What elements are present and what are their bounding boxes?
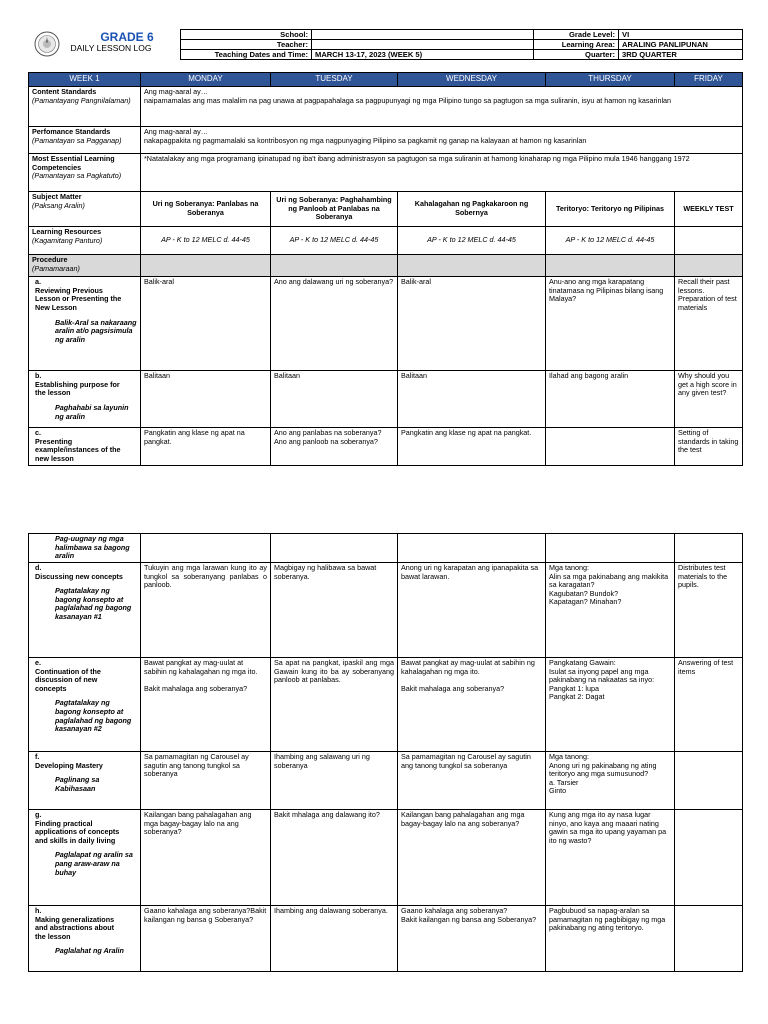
col-monday: MONDAY	[141, 73, 271, 87]
content-standards-label	[29, 87, 141, 127]
cell-tuesday: Magbigay ng halibawa sa bawat soberanya.	[271, 562, 398, 657]
subject-tuesday: Uri ng Soberanya: Paghahambing ng Panloob at Panlabas na Soberanya	[271, 192, 398, 227]
step-label	[29, 657, 141, 751]
section-subtitle: (Pamantayan sa Pagganap)	[32, 135, 122, 145]
table-row	[29, 657, 743, 751]
table-row	[29, 562, 743, 657]
cell-friday: Setting of standards in taking the test	[675, 428, 743, 466]
resources-monday: AP - K to 12 MELC d. 44-45	[141, 227, 271, 255]
step-label	[29, 751, 141, 809]
section-subtitle: (Pamantayan sa Pagkatuto)	[32, 171, 122, 181]
cell-wednesday: Kailangan bang pahalagahan ang mga bagay-bagay lalo na ang soberanya?	[398, 809, 546, 905]
cell-friday	[675, 534, 743, 563]
col-friday: FRIDAY	[675, 73, 743, 87]
competencies-text: *Natatalakay ang mga programang ipinatupad ng iba't ibang administrasyon sa pagtugon sa mga suliranin at hamong kinaharap ng mga Pilipino mula 1946 hanggang 1972	[141, 154, 743, 192]
subject-friday: WEEKLY TEST	[675, 192, 743, 227]
resources-thursday: AP - K to 12 MELC d. 44-45	[546, 227, 675, 255]
content-standards-text: Ang mag-aaral ay… naipamamalas ang mas malalim na pag unawa at pagpapahalaga sa pagpupunyagi ng mga Pilipino tungo sa pagtugon sa mga suliranin, isyu at hamon ng kasarinlan	[141, 87, 743, 127]
cell-friday: Why should you get a high score in any given test?	[675, 371, 743, 428]
section-title: Subject Matter	[32, 192, 82, 201]
cell-thursday: Ilahad ang bagong aralin	[546, 371, 675, 428]
learning-area-value: ARALING PANLIPUNAN	[619, 40, 743, 50]
cell-friday: Answering of test items	[675, 657, 743, 751]
step-subtitle: Pagtatalakay ng bagong konsepto at paglalahad ng bagong kasanayan #1	[55, 586, 132, 622]
cell-thursday	[546, 534, 675, 563]
dates-value: MARCH 13-17, 2023 (WEEK 5)	[312, 50, 534, 60]
section-title: Procedure	[32, 255, 68, 264]
quarter-label: Quarter:	[534, 50, 619, 60]
section-title: Perfomance Standards	[32, 127, 111, 136]
step-title: Finding practical applications of concepts and skills in daily living	[35, 818, 120, 845]
resources-wednesday: AP - K to 12 MELC d. 44-45	[398, 227, 546, 255]
quarter-value: 3RD QUARTER	[619, 50, 743, 60]
cell-wednesday: Balitaan	[398, 371, 546, 428]
step-label	[29, 534, 141, 563]
cell-monday: Balik-aral	[141, 277, 271, 371]
step-number: e.	[35, 657, 41, 667]
cell-friday: Recall their past lessons. Preparation of test materials	[675, 277, 743, 371]
step-subtitle: Paglalahat ng Aralin	[55, 946, 124, 956]
cell-tuesday	[271, 534, 398, 563]
school-value	[312, 30, 534, 40]
grade-level-value: VI	[619, 30, 743, 40]
header-info-table	[180, 29, 743, 60]
cell-monday: Tukuyin ang mga larawan kung ito ay tungkol sa soberanyang panlabas o panloob.	[141, 562, 271, 657]
procedure-cell	[398, 255, 546, 277]
step-title: Developing Mastery	[35, 760, 103, 770]
cell-friday	[675, 905, 743, 971]
step-number: c.	[35, 428, 41, 437]
performance-standards-label	[29, 127, 141, 154]
step-label	[29, 277, 141, 371]
cell-tuesday: Sa apat na pangkat, ipaskil ang mga Gawain kung ito ba ay soberanyang panloob at panlabas.	[271, 657, 398, 751]
step-title: Continuation of the discussion of new concepts	[35, 666, 101, 693]
step-subtitle: Paghahabi sa layunin ng aralin	[55, 402, 129, 421]
cell-friday: Distributes test materials to the pupils.	[675, 562, 743, 657]
step-title: Reviewing Previous Lesson or Presenting the New Lesson	[35, 285, 122, 312]
table-row	[29, 809, 743, 905]
cell-thursday: Anu-ano ang mga karapatang tinatamasa ng Pilipinas bilang isang Malaya?	[546, 277, 675, 371]
learning-area-label: Learning Area:	[534, 40, 619, 50]
step-subtitle: Pag-uugnay ng mga halimbawa sa bagong aralin	[55, 534, 130, 561]
cell-tuesday: Ano ang dalawang uri ng soberanya?	[271, 277, 398, 371]
cell-friday	[675, 751, 743, 809]
resources-label	[29, 227, 141, 255]
step-label	[29, 371, 141, 428]
cell-monday: Bawat pangkat ay mag-uulat at sabihin ng kahalagahan ng mga ito. Bakit mahalaga ang soberanya?	[141, 657, 271, 751]
step-number: f.	[35, 751, 40, 761]
teacher-label: Teacher:	[181, 40, 312, 50]
dates-label: Teaching Dates and Time:	[181, 50, 312, 60]
step-number: a.	[35, 277, 41, 286]
step-subtitle: Paglalapat ng aralin sa pang araw-araw na buhay	[55, 850, 133, 877]
step-number: b.	[35, 371, 42, 380]
subject-matter-label	[29, 192, 141, 227]
cell-thursday: Kung ang mga ito ay nasa lugar ninyo, ano kaya ang maaari nating gawin sa mga ito upang yayaman pa ito ng wasto?	[546, 809, 675, 905]
cell-thursday: Pagbubuod sa napag-aralan sa pamamagitan ng pagbibigay ng mga pakinabang ng ating teritoryo.	[546, 905, 675, 971]
cell-wednesday: Balik-aral	[398, 277, 546, 371]
cell-monday: Pangkatin ang klase ng apat na pangkat.	[141, 428, 271, 466]
procedure-cell	[141, 255, 271, 277]
cell-wednesday	[398, 534, 546, 563]
section-subtitle: (Pamamaraan)	[32, 263, 80, 273]
step-title: Discussing new concepts	[35, 571, 123, 581]
cell-tuesday: Ano ang panlabas na soberanya? Ano ang panloob na soberanya?	[271, 428, 398, 466]
section-subtitle: (Pamantayang Pangnilalaman)	[32, 95, 131, 105]
section-subtitle: (Kagamitang Panturo)	[32, 235, 103, 245]
cell-tuesday: Bakit mhalaga ang dalawang ito?	[271, 809, 398, 905]
col-thursday: THURSDAY	[546, 73, 675, 87]
cell-tuesday: Balitaan	[271, 371, 398, 428]
step-number: g.	[35, 809, 42, 819]
resources-friday	[675, 227, 743, 255]
col-tuesday: TUESDAY	[271, 73, 398, 87]
grade-level-label: Grade Level:	[534, 30, 619, 40]
step-label	[29, 562, 141, 657]
cell-monday: Gaano kahalaga ang soberanya?Bakit kailangan ng bansa g Soberanya?	[141, 905, 271, 971]
teacher-value	[312, 40, 534, 50]
dll-title: DAILY LESSON LOG	[70, 43, 152, 53]
step-number: h.	[35, 905, 42, 915]
table-row	[29, 371, 743, 428]
table-row	[29, 428, 743, 466]
col-wednesday: WEDNESDAY	[398, 73, 546, 87]
cell-monday	[141, 534, 271, 563]
cell-thursday: Mga tanong: Anong uri ng pakinabang ng ating teritoryo ang mga sumusunod? a. Tarsier Ginto	[546, 751, 675, 809]
cell-wednesday: Sa pamamagitan ng Carousel ay sagutin ang tanong tungkol sa soberanya	[398, 751, 546, 809]
col-week: WEEK 1	[29, 73, 141, 87]
cell-monday: Kailangan bang pahalagahan ang mga bagay-bagay lalo na ang soberanya?	[141, 809, 271, 905]
step-number: d.	[35, 562, 42, 572]
cell-tuesday: Ihambing ang dalawang soberanya.	[271, 905, 398, 971]
section-title: Content Standards	[32, 87, 97, 96]
grade-title: GRADE 6	[100, 30, 154, 44]
step-subtitle: Pagtatalakay ng bagong konsepto at paglalahad ng bagong kasanayan #2	[55, 698, 132, 734]
resources-tuesday: AP - K to 12 MELC d. 44-45	[271, 227, 398, 255]
procedure-cell	[271, 255, 398, 277]
procedure-label	[29, 255, 141, 277]
cell-wednesday: Pangkatin ang klase ng apat na pangkat.	[398, 428, 546, 466]
table-row	[29, 905, 743, 971]
cell-wednesday: Gaano kahalaga ang soberanya? Bakit kailangan ng bansa ang Soberanya?	[398, 905, 546, 971]
section-title: Most Essential Learning Competencies	[32, 154, 115, 172]
step-subtitle: Balik-Aral sa nakaraang aralin at/o pagsisimula ng aralin	[55, 317, 137, 344]
school-label: School:	[181, 30, 312, 40]
step-title: Establishing purpose for the lesson	[35, 379, 120, 398]
lesson-table-page2	[28, 533, 743, 972]
procedure-cell	[546, 255, 675, 277]
cell-wednesday: Anong uri ng karapatan ang ipanapakita sa bawat larawan.	[398, 562, 546, 657]
step-label	[29, 905, 141, 971]
cell-monday: Sa pamamagitan ng Carousel ay sagutin ang tanong tungkol sa soberanya	[141, 751, 271, 809]
subject-thursday: Teritoryo: Teritoryo ng Pilipinas	[546, 192, 675, 227]
table-row	[29, 277, 743, 371]
cell-monday: Balitaan	[141, 371, 271, 428]
table-row	[29, 534, 743, 563]
cell-thursday: Mga tanong: Alin sa mga pakinabang ang makikita sa karagatan? Kagubatan? Bundok? Kapatagan? Minahan?	[546, 562, 675, 657]
cell-friday	[675, 809, 743, 905]
lesson-table-page1	[28, 72, 743, 466]
step-subtitle: Paglinang sa Kabihasaan	[55, 775, 100, 793]
table-row	[29, 751, 743, 809]
cell-tuesday: Ihambing ang salawang uri ng soberanya	[271, 751, 398, 809]
step-label	[29, 809, 141, 905]
cell-wednesday: Bawat pangkat ay mag-uulat at sabihin ng kahalagahan ng mga ito. Bakit mahalaga ang soberanya?	[398, 657, 546, 751]
section-subtitle: (Paksang Aralin)	[32, 200, 85, 210]
cell-thursday	[546, 428, 675, 466]
competencies-label	[29, 154, 141, 192]
step-label	[29, 428, 141, 466]
subject-monday: Uri ng Soberanya: Panlabas na Soberanya	[141, 192, 271, 227]
step-title: Presenting example/instances of the new lesson	[35, 436, 121, 463]
performance-standards-text: Ang mag-aaral ay… nakapagpakita ng pagmamalaki sa kontribosyon ng mga nagpunyaging Pilipino sa pagkamit ng ganap na kalayaan at hamon ng kasarinlan	[141, 127, 743, 154]
section-title: Learning Resources	[32, 227, 102, 236]
step-title: Making generalizations and abstractions about the lesson	[35, 914, 115, 941]
cell-thursday: Pangkatang Gawain: Isulat sa inyong papel ang mga pakinabang na nakaatas sa inyo: Pangkat 1: lupa Pangkat 2: Dagat	[546, 657, 675, 751]
procedure-cell	[675, 255, 743, 277]
subject-wednesday: Kahalagahan ng Pagkakaroon ng Sobernya	[398, 192, 546, 227]
